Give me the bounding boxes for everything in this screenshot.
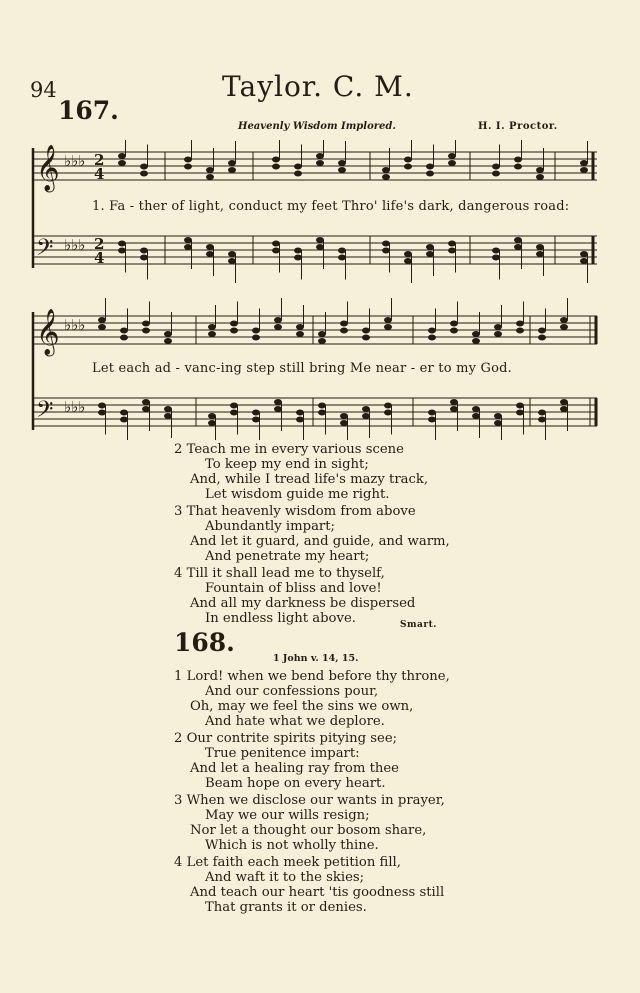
note-head xyxy=(140,164,148,170)
stanza xyxy=(174,442,474,502)
note-head xyxy=(338,160,346,166)
note-head xyxy=(560,324,568,330)
note-head xyxy=(206,251,214,257)
note-head xyxy=(472,413,480,419)
note-head xyxy=(318,331,326,337)
hymn-167-verses xyxy=(174,442,474,628)
verse-line: To keep my end in sight; xyxy=(205,457,369,472)
note-head xyxy=(492,164,500,170)
note-head xyxy=(516,403,524,409)
note-head xyxy=(514,237,522,243)
note-head xyxy=(230,321,238,327)
verse-line: And let a healing ray from thee xyxy=(190,761,399,776)
note-head xyxy=(274,406,282,412)
note-head xyxy=(316,160,324,166)
note-head xyxy=(228,167,236,173)
note-head xyxy=(404,258,412,264)
note-head xyxy=(492,171,500,177)
hymn-168-verses xyxy=(174,669,474,917)
note-head xyxy=(428,410,436,416)
note-head xyxy=(294,171,302,177)
note-head xyxy=(230,410,238,416)
note-head xyxy=(450,399,458,405)
note-head xyxy=(206,244,214,250)
note-head xyxy=(208,413,216,419)
note-head xyxy=(318,403,326,409)
note-head xyxy=(448,160,456,166)
verse-line: 3 That heavenly wisdom from above xyxy=(174,504,416,519)
key-signature-bass: ♭♭♭ xyxy=(64,398,86,416)
note-head xyxy=(404,164,412,170)
time-sig-bass-bottom: 4 xyxy=(94,249,105,267)
verse-line: 4 Let faith each meek petition fill, xyxy=(174,855,401,870)
note-head xyxy=(252,417,260,423)
note-head xyxy=(164,331,172,337)
note-head xyxy=(98,403,106,409)
composer-credit: H. I. Proctor. xyxy=(478,121,558,132)
verse-line: And all my darkness be dispersed xyxy=(190,596,416,611)
note-head xyxy=(228,251,236,257)
note-head xyxy=(294,255,302,261)
verse-line: Oh, may we feel the sins we own, xyxy=(190,699,414,714)
note-head xyxy=(494,331,502,337)
note-head xyxy=(538,335,546,341)
note-head xyxy=(140,248,148,254)
stanza xyxy=(174,793,474,853)
hymn-subtitle: Heavenly Wisdom Implored. xyxy=(238,121,396,132)
note-head xyxy=(252,410,260,416)
note-head xyxy=(516,328,524,334)
note-head xyxy=(164,413,172,419)
note-head xyxy=(318,410,326,416)
scripture-reference: 1 John v. 14, 15. xyxy=(273,653,359,664)
note-head xyxy=(228,258,236,264)
note-head xyxy=(98,410,106,416)
note-head xyxy=(426,251,434,257)
note-head xyxy=(560,399,568,405)
stanza xyxy=(174,669,474,729)
note-head xyxy=(206,174,214,180)
verse-line: And let it guard, and guide, and warm, xyxy=(190,534,450,549)
note-head xyxy=(362,406,370,412)
note-head xyxy=(338,255,346,261)
note-head xyxy=(384,317,392,323)
note-head xyxy=(164,406,172,412)
note-head xyxy=(448,241,456,247)
time-sig-bass-top: 2 xyxy=(94,235,105,253)
verse-line: Which is not wholly thine. xyxy=(205,838,379,853)
note-head xyxy=(538,328,546,334)
verse-line: Abundantly impart; xyxy=(205,519,335,534)
bass-clef-icon: 𝄢 xyxy=(36,397,54,428)
time-sig-treble-bottom: 4 xyxy=(94,165,105,183)
note-head xyxy=(274,324,282,330)
note-head xyxy=(316,244,324,250)
treble-clef-icon: 𝄞 xyxy=(36,145,60,191)
stanza xyxy=(174,855,474,915)
note-head xyxy=(450,321,458,327)
note-head xyxy=(118,248,126,254)
note-head xyxy=(426,171,434,177)
verse-line: And penetrate my heart; xyxy=(205,549,370,564)
note-head xyxy=(118,160,126,166)
note-head xyxy=(164,338,172,344)
note-head xyxy=(560,317,568,323)
note-head xyxy=(120,410,128,416)
time-sig-treble-top: 2 xyxy=(94,151,105,169)
note-head xyxy=(472,331,480,337)
note-head xyxy=(142,321,150,327)
note-head xyxy=(428,335,436,341)
verse-line: Beam hope on every heart. xyxy=(205,776,386,791)
note-head xyxy=(142,399,150,405)
treble-clef-icon: 𝄞 xyxy=(36,309,60,355)
verse-line: Nor let a thought our bosom share, xyxy=(190,823,427,838)
note-head xyxy=(538,417,546,423)
note-head xyxy=(362,413,370,419)
note-head xyxy=(404,157,412,163)
note-head xyxy=(184,157,192,163)
note-head xyxy=(140,255,148,261)
note-head xyxy=(492,248,500,254)
note-head xyxy=(428,417,436,423)
note-head xyxy=(450,328,458,334)
verse-line: Let wisdom guide me right. xyxy=(205,487,390,502)
note-head xyxy=(560,406,568,412)
note-head xyxy=(536,174,544,180)
hymn-number-168: 168. xyxy=(174,628,235,657)
note-head xyxy=(98,317,106,323)
note-head xyxy=(120,335,128,341)
verse-line: Fountain of bliss and love! xyxy=(205,581,382,596)
verse-line: 2 Our contrite spirits pitying see; xyxy=(174,731,398,746)
note-head xyxy=(382,167,390,173)
author-attribution: Smart. xyxy=(400,620,437,630)
note-head xyxy=(450,406,458,412)
note-head xyxy=(382,248,390,254)
note-head xyxy=(316,237,324,243)
note-head xyxy=(272,157,280,163)
key-signature-treble: ♭♭♭ xyxy=(64,316,86,334)
note-head xyxy=(404,251,412,257)
note-head xyxy=(118,153,126,159)
note-head xyxy=(296,324,304,330)
note-head xyxy=(340,420,348,426)
bass-clef-icon: 𝄢 xyxy=(36,235,54,266)
note-head xyxy=(338,167,346,173)
note-head xyxy=(536,167,544,173)
note-head xyxy=(382,241,390,247)
bass-staff-2 xyxy=(34,398,597,426)
note-head xyxy=(426,244,434,250)
verse-line: May we our wills resign; xyxy=(205,808,370,823)
note-head xyxy=(338,248,346,254)
verse-line: And our confessions pour, xyxy=(205,684,379,699)
note-head xyxy=(294,248,302,254)
note-head xyxy=(494,413,502,419)
treble-staff-2 xyxy=(34,316,597,344)
verse-line: And waft it to the skies; xyxy=(205,870,365,885)
note-head xyxy=(384,403,392,409)
stanza xyxy=(174,504,474,564)
note-head xyxy=(274,399,282,405)
note-head xyxy=(296,417,304,423)
note-head xyxy=(318,338,326,344)
note-head xyxy=(230,403,238,409)
note-head xyxy=(140,171,148,177)
note-head xyxy=(120,417,128,423)
stanza xyxy=(174,566,474,626)
note-head xyxy=(448,153,456,159)
note-head xyxy=(208,331,216,337)
note-head xyxy=(514,157,522,163)
key-signature-bass: ♭♭♭ xyxy=(64,236,86,254)
note-head xyxy=(272,248,280,254)
note-head xyxy=(514,244,522,250)
note-head xyxy=(228,160,236,166)
note-head xyxy=(272,164,280,170)
note-head xyxy=(340,321,348,327)
verse-line: 2 Teach me in every various scene xyxy=(174,442,404,457)
note-head xyxy=(514,164,522,170)
note-head xyxy=(252,328,260,334)
note-head xyxy=(384,324,392,330)
sheet-music xyxy=(30,140,605,440)
note-head xyxy=(274,317,282,323)
note-head xyxy=(494,324,502,330)
verse-line: 4 Till it shall lead me to thyself, xyxy=(174,566,385,581)
note-head xyxy=(448,248,456,254)
note-head xyxy=(294,164,302,170)
clefs-2 xyxy=(36,309,85,428)
verse-line: In endless light above. xyxy=(205,611,356,626)
note-head xyxy=(208,420,216,426)
hymn-tune-title: Taylor. C. M. xyxy=(222,70,414,103)
verse-line: And hate what we deplore. xyxy=(205,714,385,729)
note-head xyxy=(184,237,192,243)
note-head xyxy=(120,328,128,334)
note-head xyxy=(428,328,436,334)
note-head xyxy=(536,251,544,257)
note-head xyxy=(272,241,280,247)
note-head xyxy=(362,328,370,334)
page-number: 94 xyxy=(30,78,57,102)
note-head xyxy=(362,335,370,341)
note-head xyxy=(98,324,106,330)
verse-line: 1 Lord! when we bend before thy throne, xyxy=(174,669,450,684)
note-head xyxy=(472,406,480,412)
note-head xyxy=(142,406,150,412)
note-head xyxy=(580,258,588,264)
note-head xyxy=(340,413,348,419)
verse-line: And, while I tread life's mazy track, xyxy=(190,472,429,487)
note-head xyxy=(206,167,214,173)
note-head xyxy=(516,410,524,416)
lyric-line-2: Let each ad - vanc-ing step still bring Me near - er to my God. xyxy=(92,361,512,376)
stanza xyxy=(174,731,474,791)
note-head xyxy=(516,321,524,327)
note-head xyxy=(472,338,480,344)
note-head xyxy=(492,255,500,261)
note-head xyxy=(580,167,588,173)
note-head xyxy=(538,410,546,416)
note-head xyxy=(184,164,192,170)
note-head xyxy=(296,410,304,416)
note-head xyxy=(118,241,126,247)
verse-line: And teach our heart 'tis goodness still xyxy=(190,885,445,900)
note-head xyxy=(580,251,588,257)
key-signature-treble: ♭♭♭ xyxy=(64,152,86,170)
note-head xyxy=(230,328,238,334)
note-head xyxy=(536,244,544,250)
note-head xyxy=(580,160,588,166)
verse-line: 3 When we disclose our wants in prayer, xyxy=(174,793,445,808)
note-head xyxy=(208,324,216,330)
verse-line: True penitence impart: xyxy=(205,746,360,761)
verse-line: That grants it or denies. xyxy=(205,900,367,915)
note-head xyxy=(340,328,348,334)
lyric-line-1: 1. Fa - ther of light, conduct my feet Thro' life's dark, dangerous road: xyxy=(92,199,570,214)
note-head xyxy=(382,174,390,180)
hymn-number-167: 167. xyxy=(58,96,119,125)
note-head xyxy=(296,331,304,337)
note-head xyxy=(384,410,392,416)
note-head xyxy=(252,335,260,341)
note-head xyxy=(142,328,150,334)
note-head xyxy=(184,244,192,250)
note-head xyxy=(494,420,502,426)
note-head xyxy=(316,153,324,159)
note-head xyxy=(426,164,434,170)
